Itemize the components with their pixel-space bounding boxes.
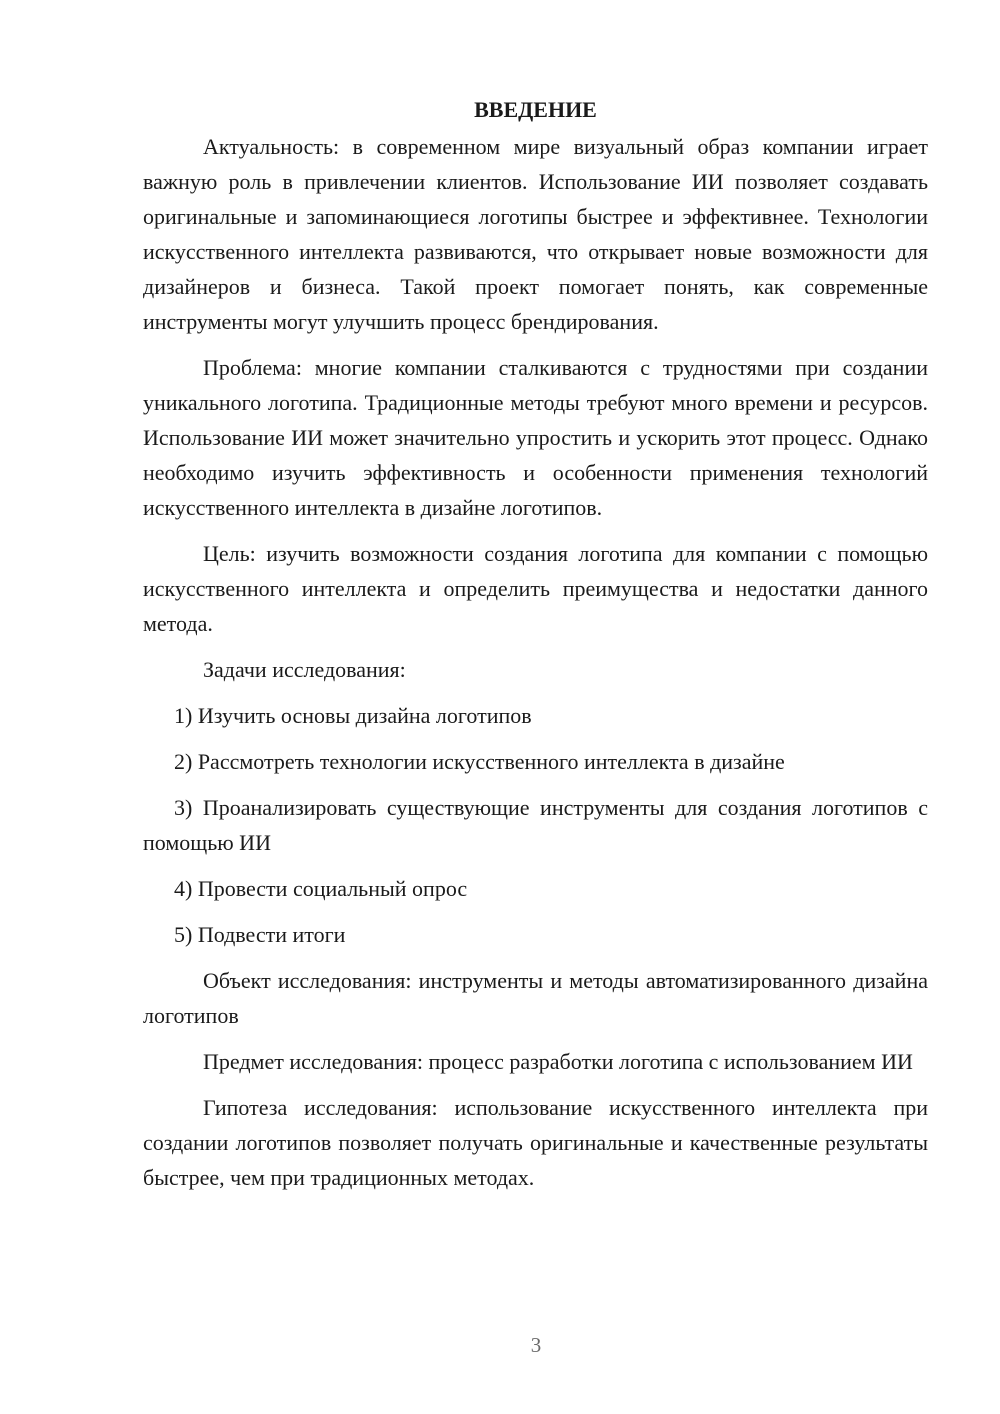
- paragraph-subject: Предмет исследования: процесс разработки логотипа с использованием ИИ: [203, 1049, 913, 1074]
- page-number: 3: [530, 1333, 542, 1357]
- paragraph-tasks-heading: Задачи исследования:: [203, 657, 406, 682]
- section-title: ВВЕДЕНИЕ: [474, 97, 597, 122]
- task-item-2: 2) Рассмотреть технологии искусственного интеллекта в дизайне: [174, 749, 785, 774]
- task-item-3: 3) Проанализировать существующие инструменты для создания логотипов с помощью ИИ: [143, 795, 928, 855]
- paragraph-goal: Цель: изучить возможности создания логотипа для компании с помощью искусственного интеллекта и определить преимущества и недостатки данного метода.: [143, 541, 928, 636]
- document-page: [143, 92, 928, 1206]
- paragraph-object: Объект исследования: инструменты и методы автоматизированного дизайна логотипов: [143, 968, 928, 1028]
- task-item-4: 4) Провести социальный опрос: [174, 876, 468, 901]
- paragraph-hypothesis: Гипотеза исследования: использование искусственного интеллекта при создании логотипов позволяет получать оригинальные и качественные результаты быстрее, чем при традиционных методах.: [143, 1095, 928, 1190]
- paragraph-problem: Проблема: многие компании сталкиваются с трудностями при создании уникального логотипа. Традиционные методы требуют много времени и ресурсов. Использование ИИ может значительно упростить и ускорить этот процесс. Однако необходимо изучить эффективность и особенности применения технологий искусственного интеллекта в дизайне логотипов.: [143, 355, 928, 520]
- paragraph-relevance: Актуальность: в современном мире визуальный образ компании играет важную роль в привлечении клиентов. Использование ИИ позволяет создавать оригинальные и запоминающиеся логотипы быстрее и эффективнее. Технологии искусственного интеллекта развиваются, что открывает новые возможности для дизайнеров и бизнеса. Такой проект помогает понять, как современные инструменты могут улучшить процесс брендирования.: [143, 134, 928, 334]
- task-item-5: 5) Подвести итоги: [174, 922, 346, 947]
- task-item-1: 1) Изучить основы дизайна логотипов: [174, 703, 532, 728]
